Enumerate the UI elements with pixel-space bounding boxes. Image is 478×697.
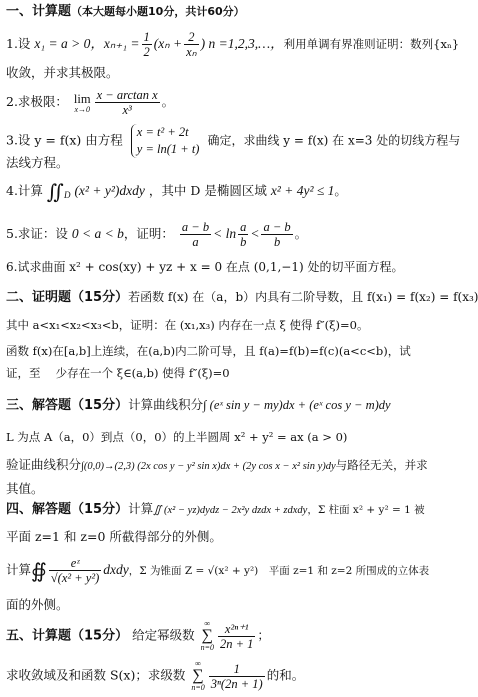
q3-system [131,124,200,158]
q5-frac1 [180,220,211,249]
section4-line2: 平面 z=1 和 z=0 所截得部分的外侧。 [6,529,222,544]
q5-frac2 [238,220,248,249]
q5-pre: 5.求证：设 [6,226,68,241]
section5-sum2 [189,660,206,692]
q1-fraction [142,30,152,59]
section5-sum1-sign: ∑ [201,627,213,644]
q5-frac3-den: b [273,235,281,249]
section3-heading: 三、解答题（15分） [6,398,129,413]
q4-expr: (x² + y²)dxdy [74,183,145,198]
q1-expr3: ) n =1,2,3,…， [200,36,284,51]
section3-line1 [6,396,428,415]
section5-sum2-sign: ∑ [192,667,204,684]
q1-fraction2 [184,30,199,59]
section4-closed-integral-sign: ∯ [31,558,47,583]
section5-heading: 五、计算题（15分） [6,628,129,644]
q3-pre: 3.设 y = f(x) 由方程 [6,132,123,148]
q4-integral-sub: D [63,190,71,200]
section3-line3 [6,456,428,476]
section5-line2 [6,660,428,692]
q5-line [6,220,428,249]
q2-line [6,88,428,117]
section4-frac-den: √(x² + y²) [50,571,100,585]
section5-text2-post: 的和。 [266,667,305,683]
section5-sum1 [199,620,216,652]
q4-pre: 4.计算 [6,183,43,198]
section2-line2: 其中 a<x₁<x₂<x₃<b，证明：在 (x₁,x₃) 内存在一点 ξ 使得 f″(ξ)=0。 [6,318,369,332]
q2-lim-word: lim [73,91,91,106]
q5-frac1-num: a − b [181,220,210,234]
section4-text1-pre: 计算 [128,501,154,516]
section5-sum1-bot: n=0 [200,643,214,652]
section3-line4: 其值。 [6,481,44,496]
section2-line1 [6,288,478,307]
q1-line [6,30,460,59]
section3-line-integral: ∫(0,0)→(2,3) (2x cos y − y² sin x)dx + (2y cos x − x² sin y)dy [81,461,336,472]
q3-eq2: y = ln(1 + t) [136,142,200,156]
q5-frac2-num: a [240,220,247,234]
q2-lim-sub: x→0 [74,104,91,114]
q3-post: 确定，求曲线 y = f(x) 在 x=3 处的切线方程与 [207,133,461,148]
q2-fraction [95,88,160,117]
section2-text1: 若函数 f(x) 在（a，b）内具有二阶导数，且 f(x₁) = f(x₂) = f(x₃) [128,290,478,304]
section5-frac2 [209,662,265,691]
q2-frac-num: x − arctan x [96,88,158,102]
section4-fraction [49,556,101,585]
q2-post: 。 [161,94,175,109]
q3-cont: 法线方程。 [6,155,69,170]
section3-text1-pre: 计算曲线积分 [128,397,204,412]
q4-line [6,179,428,204]
section5-frac2-num: 1 [209,662,265,677]
q5-frac2-den: b [240,235,247,249]
section5-text1-post: ； [257,627,270,643]
section5-line1 [6,620,428,652]
q6-line: 6.试求曲面 x² + cos(xy) + yz + x = 0 在点 (0,1,−1) 处的切平面方程。 [6,260,404,274]
q3-line [6,124,461,158]
q5-end: 。 [294,226,308,241]
section4-line3 [6,556,428,585]
section5-frac1 [218,622,255,651]
q5-frac3-num: a − b [263,220,291,234]
section4-heading: 四、解答题（15分） [6,502,129,517]
section4-line1 [6,500,428,520]
q1-expr: x₁ = a > 0，xₙ₊₁ = [34,36,140,51]
section5-frac1-den: 2n + 1 [219,636,254,651]
section1-heading-line [6,2,428,21]
q1-frac2-num: 2 [184,30,199,45]
section1-heading: 一、计算题 [6,4,72,19]
q2-pre: 2.求极限： [6,94,68,109]
q1-frac-num: 1 [143,30,150,44]
section5-sum2-top: ∞ [195,659,201,668]
q1-frac-den: 2 [143,45,150,59]
section4-text3-post: ，Σ 为锥面 Z = √(x² + y²) 平面 z=1 和 z=2 所围成的立体表 [128,565,430,577]
q4-post: ，其中 D 是椭圆区域 [148,183,267,198]
q1-pre: 1.设 [6,36,31,51]
q5-lt: < [250,226,260,241]
section5-text1-pre: 给定幂级数 [132,627,195,643]
section5-sum2-bot: n=0 [191,683,205,692]
section2-line3: 函数 f(x)在[a,b]上连续，在(a,b)内二阶可导，且 f(a)=f(b)=f(c)(a<c<b)，试 [6,344,411,358]
section4-surface-integral: ∬ (x² − yz)dydz − 2x²y dzdx + zdxdy [153,505,308,516]
section2-heading: 二、证明题（15分） [6,290,129,305]
q1-frac2-den: xₙ [186,45,197,59]
q5-ln: < ln [213,226,237,241]
section5-sum1-top: ∞ [204,619,211,628]
section5-frac2-den: 3ⁿ(2n + 1) [210,676,263,691]
section4-text3-pre: 计算 [6,562,32,577]
q1-cont: 收敛，并求其极限。 [6,65,119,80]
q4-region: x² + 4y² ≤ 1 [270,183,335,198]
q5-cond: 0 < a < b [71,226,124,241]
q1-post: 利用单调有界准则证明：数列{xₙ} [283,37,460,51]
section3-text3-pre: 验证曲线积分 [6,457,82,472]
section4-frac-num: eᶻ [49,556,101,571]
q5-mid: ，证明： [123,226,174,241]
section4-line4: 面的外侧。 [6,597,69,612]
section3-line2: L 为点 A（a，0）到点（0，0）的上半圆周 x² + y² = ax (a > 0) [6,430,348,444]
section2-line4: 证，至 少存在一个 ξ∈(a,b) 使得 f″(ξ)=0 [6,366,230,380]
q4-end: 。 [334,183,347,198]
section4-text1-post: ，Σ 柱面 x² + y² = 1 被 [307,504,425,516]
q4-integral-sign: ∬ [46,179,64,204]
q5-frac1-den: a [192,235,199,249]
section3-integral-expr: ∫ (eˣ sin y − my)dx + (eˣ cos y − m)dy [203,398,391,412]
q2-frac-den: x³ [122,103,132,117]
section4-tail: dxdy [103,562,129,577]
section1-heading-note: （本大题每小题10分，共计60分） [71,5,245,18]
q2-lim [72,92,93,114]
section3-text3-post: 与路径无关，并求 [335,458,428,472]
section5-text2-pre: 求收敛域及和函数 S(x)；求级数 [6,667,186,683]
q5-frac3 [261,220,292,249]
q1-expr2: (xₙ + [153,36,183,51]
section5-frac1-num: x²ⁿ⁺¹ [218,622,255,637]
q3-eq1: x = t² + 2t [136,125,189,139]
